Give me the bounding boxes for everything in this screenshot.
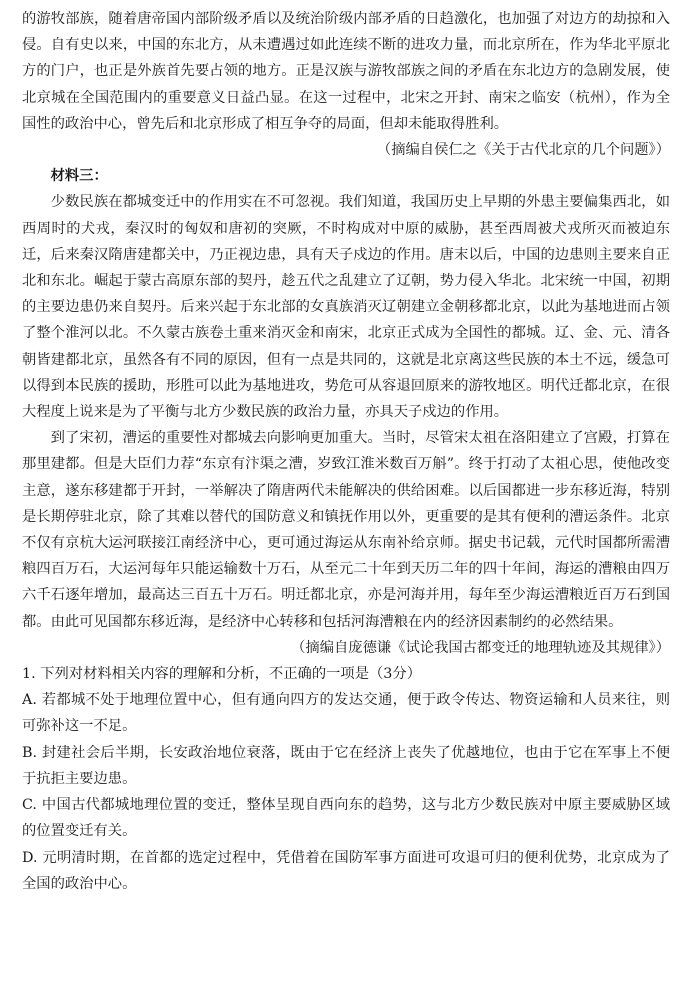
material3-paragraph-1: 少数民族在都城变迁中的作用实在不可忽视。我们知道，我国历史上早期的外患主要偏集西北，如西周时的犬戎，秦汉时的匈奴和唐初的突厥，不时构成对中原的威胁，甚至西周被犬戎所灭而被迫东迁，后来秦汉隋唐建都关中，乃正视边患，具有天子戍边的作用。唐末以后，中国的边患则主要来自正北和东北。崛起于蒙古高原东部的契丹，趁五代之乱建立了辽朝，势力侵入华北。北宋统一中国，初期的主要边患仍来自契丹。后来兴起于东北部的女真族消灭辽朝建立金朝移都北京，以此为基地进而占领了整个淮河以北。不久蒙古族卷土重来消灭金和南宋，北京正式成为全国性的都城。辽、金、元、清各朝皆建都北京，虽然各有不同的原因，但有一点是共同的，这就是北京离这些民族的本土不远，缓急可以得到本民族的援助，形胜可以此为基地进攻，势危可从容退回原来的游牧地区。明代迁都北京，在很大程度上说来是为了平衡与北方少数民族的政治力量，亦具天子戍边的作用。 xyxy=(22,194,670,421)
material3-paragraph-2: 到了宋初，漕运的重要性对都城去向影响更加重大。当时，尽管宋太祖在洛阳建立了宫殿，打算在那里建都。但是大臣们力荐“东京有汴渠之漕，岁致江淮米数百万斛”。终于打动了太祖心思，使他改变主意，遂东移建都于开封，一举解决了隋唐两代未能解决的供给困难。以后国都进一步东移近海，特别是长期停驻北京，除了其难以替代的国防意义和镇抚作用以外，更重要的是其有便利的漕运条件。北京不仅有京杭大运河联接江南经济中心，更可通过海运从东南补给京师。据史书记载，元代时国都所需漕粮四百万石，大运河每年只能运输数十万石，从至元二十年到天历二年的四十年间，海运的漕粮由四万六千石逐年增加，最高达三百五十万石。明迁都北京，亦是河海并用，每年至少海运漕粮近百万石到国都。由此可见国都东移近海，是经济中心转移和包括河海漕粮在内的经济因素制约的必然结果。 xyxy=(22,430,670,630)
material3-source: （摘编自庞德谦《试论我国古都变迁的地理轨迹及其规律》） xyxy=(291,639,670,656)
material2-paragraph-end: 的游牧部族，随着唐帝国内部阶级矛盾以及统治阶级内部矛盾的日趋激化，也加强了对边方的劫掠和入侵。自有史以来，中国的东北方，从未遭遇过如此连续不断的进攻力量，而北京所在，作为华北平原北方的门户，也正是外族首先要占领的地方。正是汉族与游牧部族之间的矛盾在东北边方的急剧发展，使北京城在全国范围内的重要意义日益凸显。在这一过程中，北宋之开封、南宋之临安（杭州），作为全国性的政治中心，曾先后和北京形成了相互争夺的局面，但却未能取得胜利。 xyxy=(22,11,670,132)
option-c: C. 中国古代都城地理位置的变迁，整体呈现自西向东的趋势，这与北方少数民族对中原主要威胁区域的位置变迁有关。 xyxy=(22,797,670,840)
document-page xyxy=(22,6,670,897)
option-b: B. 封建社会后半期，长安政治地位衰落，既由于它在经济上丧失了优越地位，也由于它在军事上不便于抗拒主要边患。 xyxy=(22,744,670,787)
question-1-stem: 1. 下列对材料相关内容的理解和分析，不正确的一项是（3分） xyxy=(22,666,421,683)
option-d: D. 元明清时期，在首都的选定过程中，凭借着在国防军事方面进可攻退可归的便利优势，北京成为了全国的政治中心。 xyxy=(22,849,670,892)
question-1 xyxy=(22,661,670,897)
material3-heading: 材料三： xyxy=(50,168,108,185)
material2-source: （摘编自侯仁之《关于古代北京的几个问题》） xyxy=(376,142,670,159)
option-a: A. 若都城不处于地理位置中心，但有通向四方的发达交通，便于政令传达、物资运输和人员来往，则可弥补这一不足。 xyxy=(22,692,670,735)
